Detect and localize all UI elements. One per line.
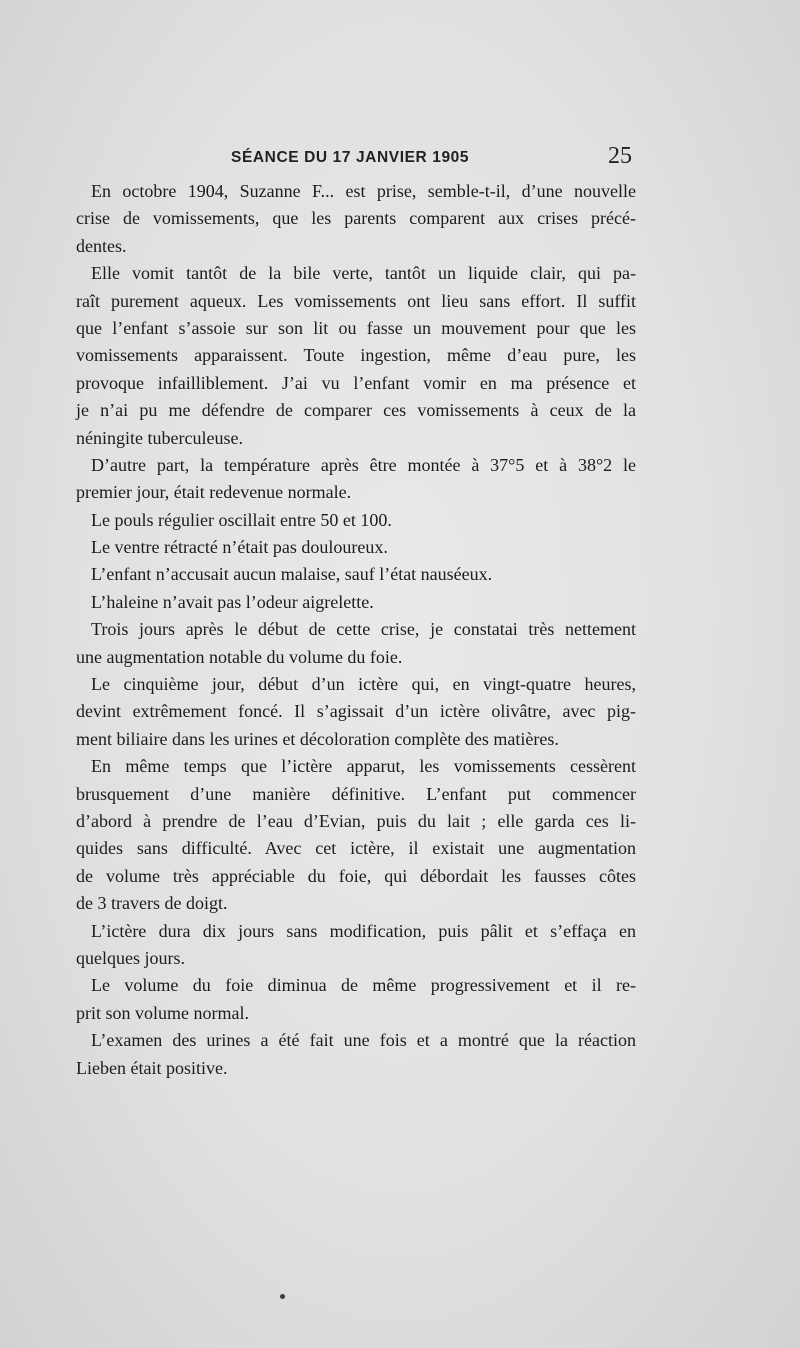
text-line: Lieben était positive. <box>76 1057 228 1078</box>
text-line: quides sans difficulté. Avec cet ictère, il existait une augmentation <box>76 838 636 859</box>
text-line: brusquement d’une manière définitive. L’enfant put commencer <box>76 783 636 804</box>
text-line: d’abord à prendre de l’eau d’Evian, puis du lait ; elle garda ces li- <box>76 810 636 831</box>
text-line: que l’enfant s’assoie sur son lit ou fasse un mouvement pour que les <box>76 317 636 338</box>
text-line: de 3 travers de doigt. <box>76 893 228 914</box>
text-line: Le volume du foie diminua de même progressivement et il re- <box>91 975 636 996</box>
text-line: raît purement aqueux. Les vomissements ont lieu sans effort. Il suffit <box>76 290 636 311</box>
text-line: En même temps que l’ictère apparut, les vomissements cessèrent <box>91 756 636 777</box>
text-line: prit son volume normal. <box>76 1002 249 1023</box>
running-title: SÉANCE DU 17 JANVIER 1905 <box>231 149 470 166</box>
text-line: Le pouls régulier oscillait entre 50 et 100. <box>91 509 392 530</box>
text-line: Elle vomit tantôt de la bile verte, tantôt un liquide clair, qui pa- <box>91 263 636 284</box>
text-line: En octobre 1904, Suzanne F... est prise, semble-t-il, d’une nouvelle <box>91 181 636 201</box>
text-line: vomissements apparaissent. Toute ingestion, même d’eau pure, les <box>76 345 636 366</box>
text-line: provoque infailliblement. J’ai vu l’enfant vomir en ma présence et <box>76 372 636 393</box>
text-line: Le cinquième jour, début d’un ictère qui, en vingt-quatre heures, <box>91 674 636 695</box>
print-mark <box>280 1294 285 1299</box>
page-header <box>76 143 632 173</box>
text-line: crise de vomissements, que les parents comparent aux crises précé- <box>76 208 636 229</box>
text-line: une augmentation notable du volume du foie. <box>76 646 403 667</box>
text-line: je n’ai pu me défendre de comparer ces vomissements à ceux de la <box>76 400 636 421</box>
text-line: néningite tuberculeuse. <box>76 427 243 448</box>
text-line: ment biliaire dans les urines et décoloration complète des matières. <box>76 728 559 749</box>
text-line: premier jour, était redevenue normale. <box>76 482 352 503</box>
text-line: devint extrêmement foncé. Il s’agissait d’un ictère olivâtre, avec pig- <box>76 701 636 722</box>
text-line: L’ictère dura dix jours sans modification, puis pâlit et s’effaça en <box>91 920 636 941</box>
body-text <box>76 178 636 1082</box>
text-line: D’autre part, la température après être montée à 37°5 et à 38°2 le <box>91 454 636 475</box>
text-line: dentes. <box>76 235 127 256</box>
text-line: Trois jours après le début de cette crise, je constatai très nettement <box>91 619 636 640</box>
text-line: de volume très appréciable du foie, qui débordait les fausses côtes <box>76 865 636 886</box>
page-number: 25 <box>608 143 632 169</box>
text-line: Le ventre rétracté n’était pas douloureux. <box>91 537 388 558</box>
text-line: quelques jours. <box>76 947 185 968</box>
text-line: L’examen des urines a été fait une fois et a montré que la réaction <box>91 1030 636 1051</box>
text-line: L’enfant n’accusait aucun malaise, sauf l’état nauséeux. <box>91 564 493 585</box>
text-line: L’haleine n’avait pas l’odeur aigrelette. <box>91 591 374 612</box>
